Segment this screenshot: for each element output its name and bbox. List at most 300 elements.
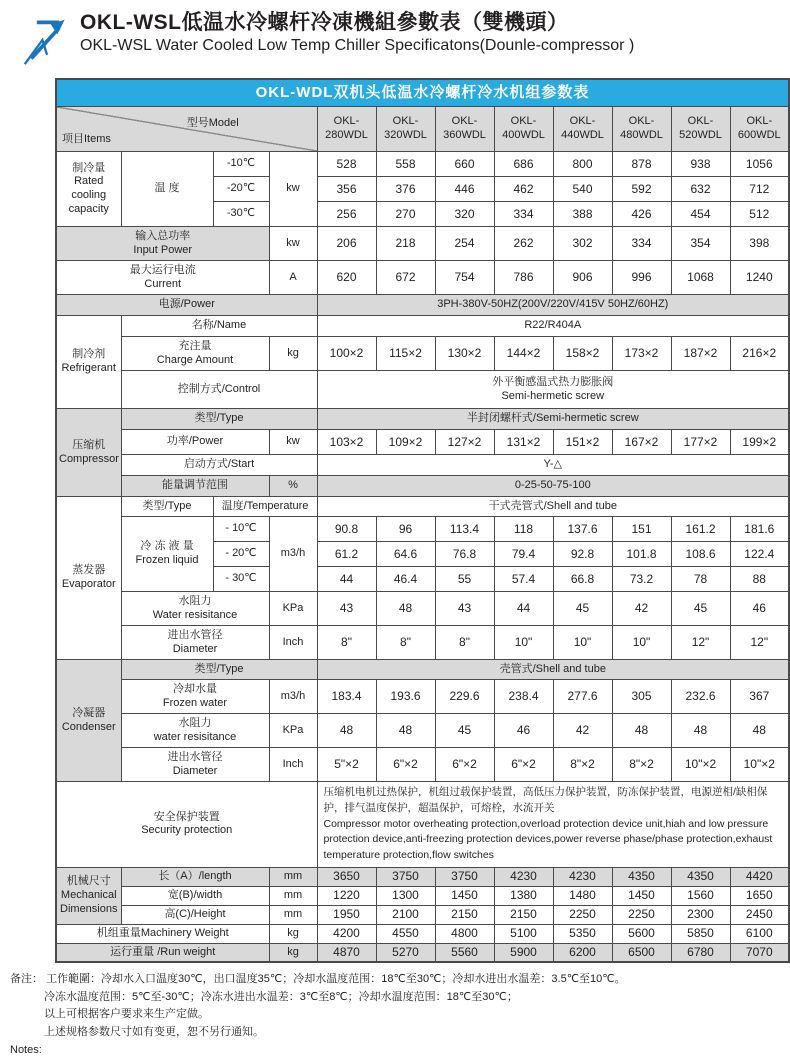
evap-diameter-label-zh: 进出水管径 [167,628,223,641]
evap-diameter-row [56,626,789,660]
evap-diameter-label [121,626,269,660]
value-cell: 4350 [671,867,730,886]
value-cell: 48 [376,592,435,626]
charge-amount-label [121,337,269,371]
value-cell: 10" [612,626,671,660]
value-cell: 2150 [435,905,494,924]
value-cell: 540 [553,177,612,202]
note-line: 以上可根据客户要求来生产定做。 [44,1008,209,1021]
control-label: 控制方式/Control [121,371,317,409]
cond-water-resistance-row [56,714,789,748]
value-cell: 4230 [494,867,553,886]
evaporator-label-zh: 蒸发器 [72,564,106,577]
value-cell: 6"×2 [376,748,435,782]
compressor-power-unit: kw [269,430,317,455]
rcc-temp-1: -10℃ [213,152,269,177]
refrigerant-name-value: R22/R404A [317,316,789,337]
value-cell: 558 [376,152,435,177]
value-cell: 5560 [435,943,494,962]
dimensions-label-zh: 机械尺寸 [66,875,111,888]
frozen-water-label-zh: 冷却水量 [173,682,217,695]
value-cell: 45 [553,592,612,626]
value-cell: 5600 [612,924,671,943]
cond-diameter-label-en: Diameter [172,764,218,777]
evap-water-resistance-label [121,592,269,626]
power-supply-row [56,295,789,316]
value-cell: 44 [494,592,553,626]
value-cell: 800 [553,152,612,177]
value-cell: 10"×2 [671,748,730,782]
frozen-water-row [56,680,789,714]
charge-label-en: Charge Amount [156,353,234,366]
cond-diameter-unit: Inch [269,748,317,782]
model-header-cell: OKL-320WDL [376,107,435,152]
compressor-power-label: 功率/Power [121,430,269,455]
condenser-label [56,660,121,782]
evaporator-label-en: Evaporator [61,578,116,590]
value-cell: 256 [317,202,376,227]
value-cell: 218 [376,227,435,261]
frozen-liquid-label-en: Frozen liquid [135,554,199,566]
value-cell: 76.8 [435,542,494,567]
note-line: 冷冻水温度范围：5℃至-30℃；冷冻水进出水温差：3℃至8℃；冷却水温度范围：18℃至30℃； [44,990,518,1003]
value-cell: 131×2 [494,430,553,455]
value-cell: 6780 [671,943,730,962]
length-label: 长（A）/length [121,867,269,886]
power-supply-label: 电源/Power [56,295,317,316]
frozen-liquid-temp-1: - 10℃ [213,517,269,542]
power-supply-value: 3PH-380V-50HZ(200V/220V/415V 50HZ/60HZ) [317,295,789,316]
compressor-type-label: 类型/Type [121,409,317,430]
security-text-zh: 压缩机电机过热保护，机组过载保护装置，高低压力保护装置，防冻保护装置，电源逆相/缺相保护，排气温度保护，超温保护，可熔栓，水流开关 [323,786,768,814]
value-cell: 446 [435,177,494,202]
condenser-type-value: 壳管式/Shell and tube [317,660,789,680]
value-cell: 8" [435,626,494,660]
value-cell: 46 [494,714,553,748]
value-cell: 177×2 [671,430,730,455]
run-weight-label: 运行重量 /Run weight [56,943,269,962]
value-cell: 5850 [671,924,730,943]
compressor-label-zh: 压缩机 [72,438,106,451]
value-cell: 12" [730,626,789,660]
value-cell: 1380 [494,886,553,905]
value-cell: 376 [376,177,435,202]
corner-model-label: 型号Model [186,117,239,129]
notes-label: 备注： [10,973,43,986]
cond-water-resistance-unit: KPa [269,714,317,748]
value-cell: 115×2 [376,337,435,371]
dimension-row-2 [56,886,789,905]
refrigerant-label [56,316,121,409]
value-cell: 61.2 [317,542,376,567]
rcc-temp-2: -20℃ [213,177,269,202]
compressor-type-value: 半封闭螺杆式/Semi-hermetic screw [317,409,789,430]
security-label [56,782,317,868]
value-cell: 632 [671,177,730,202]
corner-items-label: 项目Items [62,133,111,146]
compressor-start-label: 启动方式/Start [121,455,317,476]
compressor-start-value: Y-△ [317,455,789,476]
dimensions-label [56,867,121,924]
value-cell: 127×2 [435,430,494,455]
value-cell: 1450 [612,886,671,905]
cond-diameter-label [121,748,269,782]
page-subtitle: OKL-WSL Water Cooled Low Temp Chiller Specificatons(Dounle-compressor ) [80,37,635,55]
evap-water-resistance-row [56,592,789,626]
value-cell: 712 [730,177,789,202]
table-title: OKL-WDL双机头低温水冷螺杆冷水机组参数表 [56,79,789,107]
value-cell: 1220 [317,886,376,905]
doc-titles [80,10,634,56]
cond-diameter-row [56,748,789,782]
input-power-unit: kw [269,227,317,261]
evaporator-label [56,497,121,660]
condenser-type-row [56,660,789,680]
value-cell: 592 [612,177,671,202]
value-cell: 48 [376,714,435,748]
evaporator-type-row [56,497,789,517]
value-cell: 48 [612,714,671,748]
value-cell: 672 [376,261,435,295]
value-cell: 302 [553,227,612,261]
height-label: 高(C)/Height [121,905,269,924]
value-cell: 64.6 [376,542,435,567]
value-cell: 57.4 [494,567,553,592]
value-cell: 334 [494,202,553,227]
value-cell: 4200 [317,924,376,943]
security-label-zh: 安全保护装置 [153,810,220,823]
capacity-range-unit: % [269,476,317,497]
cond-wr-label-en: water resisitance [153,730,237,743]
value-cell: 48 [671,714,730,748]
value-cell: 45 [435,714,494,748]
value-cell: 118 [494,517,553,542]
value-cell: 79.4 [494,542,553,567]
frozen-liquid-label [121,517,213,592]
value-cell: 6200 [553,943,612,962]
cond-water-resistance-label [121,714,269,748]
compressor-type-row [56,409,789,430]
cond-diameter-label-zh: 进出水管径 [167,750,223,763]
value-cell: 6500 [612,943,671,962]
value-cell: 92.8 [553,542,612,567]
machinery-weight-label: 机组重量Machinery Weight [56,924,269,943]
control-value-en: Semi-hermetic screw [501,389,605,402]
refrigerant-label-zh: 制冷剂 [72,348,106,361]
capacity-range-row [56,476,789,497]
evaporator-type-value: 干式壳管式/Shell and tube [317,497,789,517]
value-cell: 73.2 [612,567,671,592]
machinery-weight-unit: kg [269,924,317,943]
value-cell: 786 [494,261,553,295]
refrigerant-name-label: 名称/Name [121,316,317,337]
model-header-cell: OKL-440WDL [553,107,612,152]
table-title-row [56,79,789,107]
security-text [317,782,789,868]
note-line: 上述规格参数尺寸如有变更，恕不另行通知。 [44,1026,264,1039]
rcc-label [56,152,121,227]
height-unit: mm [269,905,317,924]
value-cell: 6100 [730,924,789,943]
value-cell: 354 [671,227,730,261]
value-cell: 8" [317,626,376,660]
frozen-water-label [121,680,269,714]
value-cell: 88 [730,567,789,592]
value-cell: 46 [730,592,789,626]
value-cell: 101.8 [612,542,671,567]
value-cell: 216×2 [730,337,789,371]
value-cell: 238.4 [494,680,553,714]
dimension-row-1 [56,867,789,886]
value-cell: 1056 [730,152,789,177]
value-cell: 4420 [730,867,789,886]
value-cell: 206 [317,227,376,261]
value-cell: 103×2 [317,430,376,455]
dimensions-label-en: Mechanical Dimensions [60,888,118,915]
refrigerant-name-row [56,316,789,337]
value-cell: 10" [553,626,612,660]
value-cell: 8"×2 [612,748,671,782]
compressor-label [56,409,121,497]
value-cell: 96 [376,517,435,542]
value-cell: 996 [612,261,671,295]
notes-footer: Notes: [10,1043,42,1056]
frozen-liquid-row-1 [56,517,789,542]
refrigerant-label-en: Refrigerant [61,362,116,374]
security-text-en: Compressor motor overheating protection,overload protection device unit,hiah and low pressure protection device,anti-freezing protection devices,power reverse phase/phase protection,exhaust temperature protection,flow switches [323,817,773,861]
model-header-cell: OKL-400WDL [494,107,553,152]
rcc-temp-label: 温 度 [121,152,213,227]
value-cell: 137.6 [553,517,612,542]
evap-diameter-unit: Inch [269,626,317,660]
note-line-text: 工作範圍：冷却水入口温度30℃，出口温度35℃；冷却水温度范围：18℃至30℃；冷却水进出水温差：3.5℃至10℃。 [46,973,626,986]
value-cell: 173×2 [612,337,671,371]
value-cell: 4550 [376,924,435,943]
width-label: 宽(B)/width [121,886,269,905]
run-weight-unit: kg [269,943,317,962]
value-cell: 183.4 [317,680,376,714]
compressor-label-en: Compressor [59,452,119,465]
evap-wr-label-zh: 水阻力 [178,594,212,607]
value-cell: 122.4 [730,542,789,567]
value-cell: 2450 [730,905,789,924]
value-cell: 305 [612,680,671,714]
dimension-row-3 [56,905,789,924]
control-value-zh: 外平衡感温式热力膨胀阀 [492,375,614,388]
value-cell: 158×2 [553,337,612,371]
value-cell: 66.8 [553,567,612,592]
value-cell: 1300 [376,886,435,905]
value-cell: 320 [435,202,494,227]
value-cell: 12" [671,626,730,660]
evaporator-type-label: 类型/Type [121,497,213,517]
value-cell: 144×2 [494,337,553,371]
page-title: OKL-WSL低温水冷螺杆冷凍機組參數表（雙機頭） [80,11,569,34]
value-cell: 2150 [494,905,553,924]
model-header-cell: OKL-520WDL [671,107,730,152]
value-cell: 398 [730,227,789,261]
value-cell: 8"×2 [553,748,612,782]
value-cell: 199×2 [730,430,789,455]
value-cell: 229.6 [435,680,494,714]
value-cell: 130×2 [435,337,494,371]
value-cell: 528 [317,152,376,177]
arrow-logo-icon [22,12,74,68]
input-power-label [56,227,269,261]
frozen-liquid-label-zh: 冷 冻 液 量 [140,540,194,553]
current-row [56,261,789,295]
security-row [56,782,789,868]
condenser-type-label: 类型/Type [121,660,317,680]
frozen-liquid-unit: m3/h [269,517,317,592]
input-power-row [56,227,789,261]
value-cell: 161.2 [671,517,730,542]
value-cell: 1480 [553,886,612,905]
value-cell: 878 [612,152,671,177]
security-label-en: Security protection [141,824,233,837]
value-cell: 938 [671,152,730,177]
frozen-water-unit: m3/h [269,680,317,714]
length-unit: mm [269,867,317,886]
value-cell: 1650 [730,886,789,905]
notes-block [10,971,790,1059]
charge-amount-row [56,337,789,371]
rcc-unit: kw [269,152,317,227]
value-cell: 3750 [435,867,494,886]
model-header-cell: OKL-280WDL [317,107,376,152]
rcc-label-en: Rated cooling capacity [68,175,109,215]
value-cell: 254 [435,227,494,261]
value-cell: 3750 [376,867,435,886]
note-line [10,971,790,989]
value-cell: 8" [376,626,435,660]
value-cell: 108.6 [671,542,730,567]
value-cell: 167×2 [612,430,671,455]
value-cell: 6"×2 [435,748,494,782]
compressor-power-row [56,430,789,455]
current-label-en: Current [144,277,182,290]
value-cell: 151×2 [553,430,612,455]
value-cell: 754 [435,261,494,295]
value-cell: 78 [671,567,730,592]
control-row [56,371,789,409]
value-cell: 5270 [376,943,435,962]
charge-label-zh: 充注量 [178,339,212,352]
model-header-cell: OKL-480WDL [612,107,671,152]
value-cell: 1068 [671,261,730,295]
value-cell: 1950 [317,905,376,924]
input-power-label-zh: 输入总功率 [135,229,191,242]
value-cell: 2250 [612,905,671,924]
model-header-row [56,107,789,152]
current-unit: A [269,261,317,295]
value-cell: 109×2 [376,430,435,455]
charge-amount-unit: kg [269,337,317,371]
value-cell: 4870 [317,943,376,962]
cond-wr-label-zh: 水阻力 [178,716,212,729]
value-cell: 5100 [494,924,553,943]
machinery-weight-row [56,924,789,943]
capacity-range-value: 0-25-50-75-100 [317,476,789,497]
frozen-water-label-en: Frozen water [162,696,228,709]
evap-water-resistance-unit: KPa [269,592,317,626]
value-cell: 44 [317,567,376,592]
value-cell: 5"×2 [317,748,376,782]
control-value [317,371,789,409]
value-cell: 5350 [553,924,612,943]
value-cell: 187×2 [671,337,730,371]
run-weight-row [56,943,789,962]
condenser-label-en: Condenser [61,720,116,733]
corner-header-cell [56,107,317,152]
value-cell: 512 [730,202,789,227]
value-cell: 10"×2 [730,748,789,782]
evap-diameter-label-en: Diameter [172,642,218,655]
rcc-temp-3: -30℃ [213,202,269,227]
value-cell: 151 [612,517,671,542]
value-cell: 193.6 [376,680,435,714]
value-cell: 1240 [730,261,789,295]
value-cell: 367 [730,680,789,714]
model-header-cell: OKL-360WDL [435,107,494,152]
spec-table [55,78,790,963]
value-cell: 42 [612,592,671,626]
value-cell: 55 [435,567,494,592]
value-cell: 4230 [553,867,612,886]
value-cell: 388 [553,202,612,227]
value-cell: 10" [494,626,553,660]
value-cell: 262 [494,227,553,261]
value-cell: 113.4 [435,517,494,542]
value-cell: 43 [435,592,494,626]
value-cell: 7070 [730,943,789,962]
capacity-range-label: 能量调节范围 [121,476,269,497]
rcc-row-1 [56,152,789,177]
value-cell: 181.6 [730,517,789,542]
value-cell: 43 [317,592,376,626]
value-cell: 660 [435,152,494,177]
evaporator-temp-label: 温度/Temperature [213,497,317,517]
value-cell: 45 [671,592,730,626]
value-cell: 100×2 [317,337,376,371]
value-cell: 906 [553,261,612,295]
rcc-label-zh: 制冷量 [72,161,106,174]
value-cell: 42 [553,714,612,748]
current-label [56,261,269,295]
value-cell: 1450 [435,886,494,905]
condenser-label-zh: 冷凝器 [72,706,106,719]
value-cell: 48 [730,714,789,748]
value-cell: 356 [317,177,376,202]
value-cell: 1560 [671,886,730,905]
value-cell: 3650 [317,867,376,886]
value-cell: 4350 [612,867,671,886]
current-label-zh: 最大运行电流 [129,263,196,276]
width-unit: mm [269,886,317,905]
value-cell: 334 [612,227,671,261]
value-cell: 46.4 [376,567,435,592]
corner-diagonal [57,107,317,151]
value-cell: 277.6 [553,680,612,714]
frozen-liquid-temp-3: - 30℃ [213,567,269,592]
value-cell: 620 [317,261,376,295]
compressor-start-row [56,455,789,476]
value-cell: 5900 [494,943,553,962]
value-cell: 462 [494,177,553,202]
input-power-label-en: Input Power [133,243,193,256]
value-cell: 90.8 [317,517,376,542]
value-cell: 2100 [376,905,435,924]
